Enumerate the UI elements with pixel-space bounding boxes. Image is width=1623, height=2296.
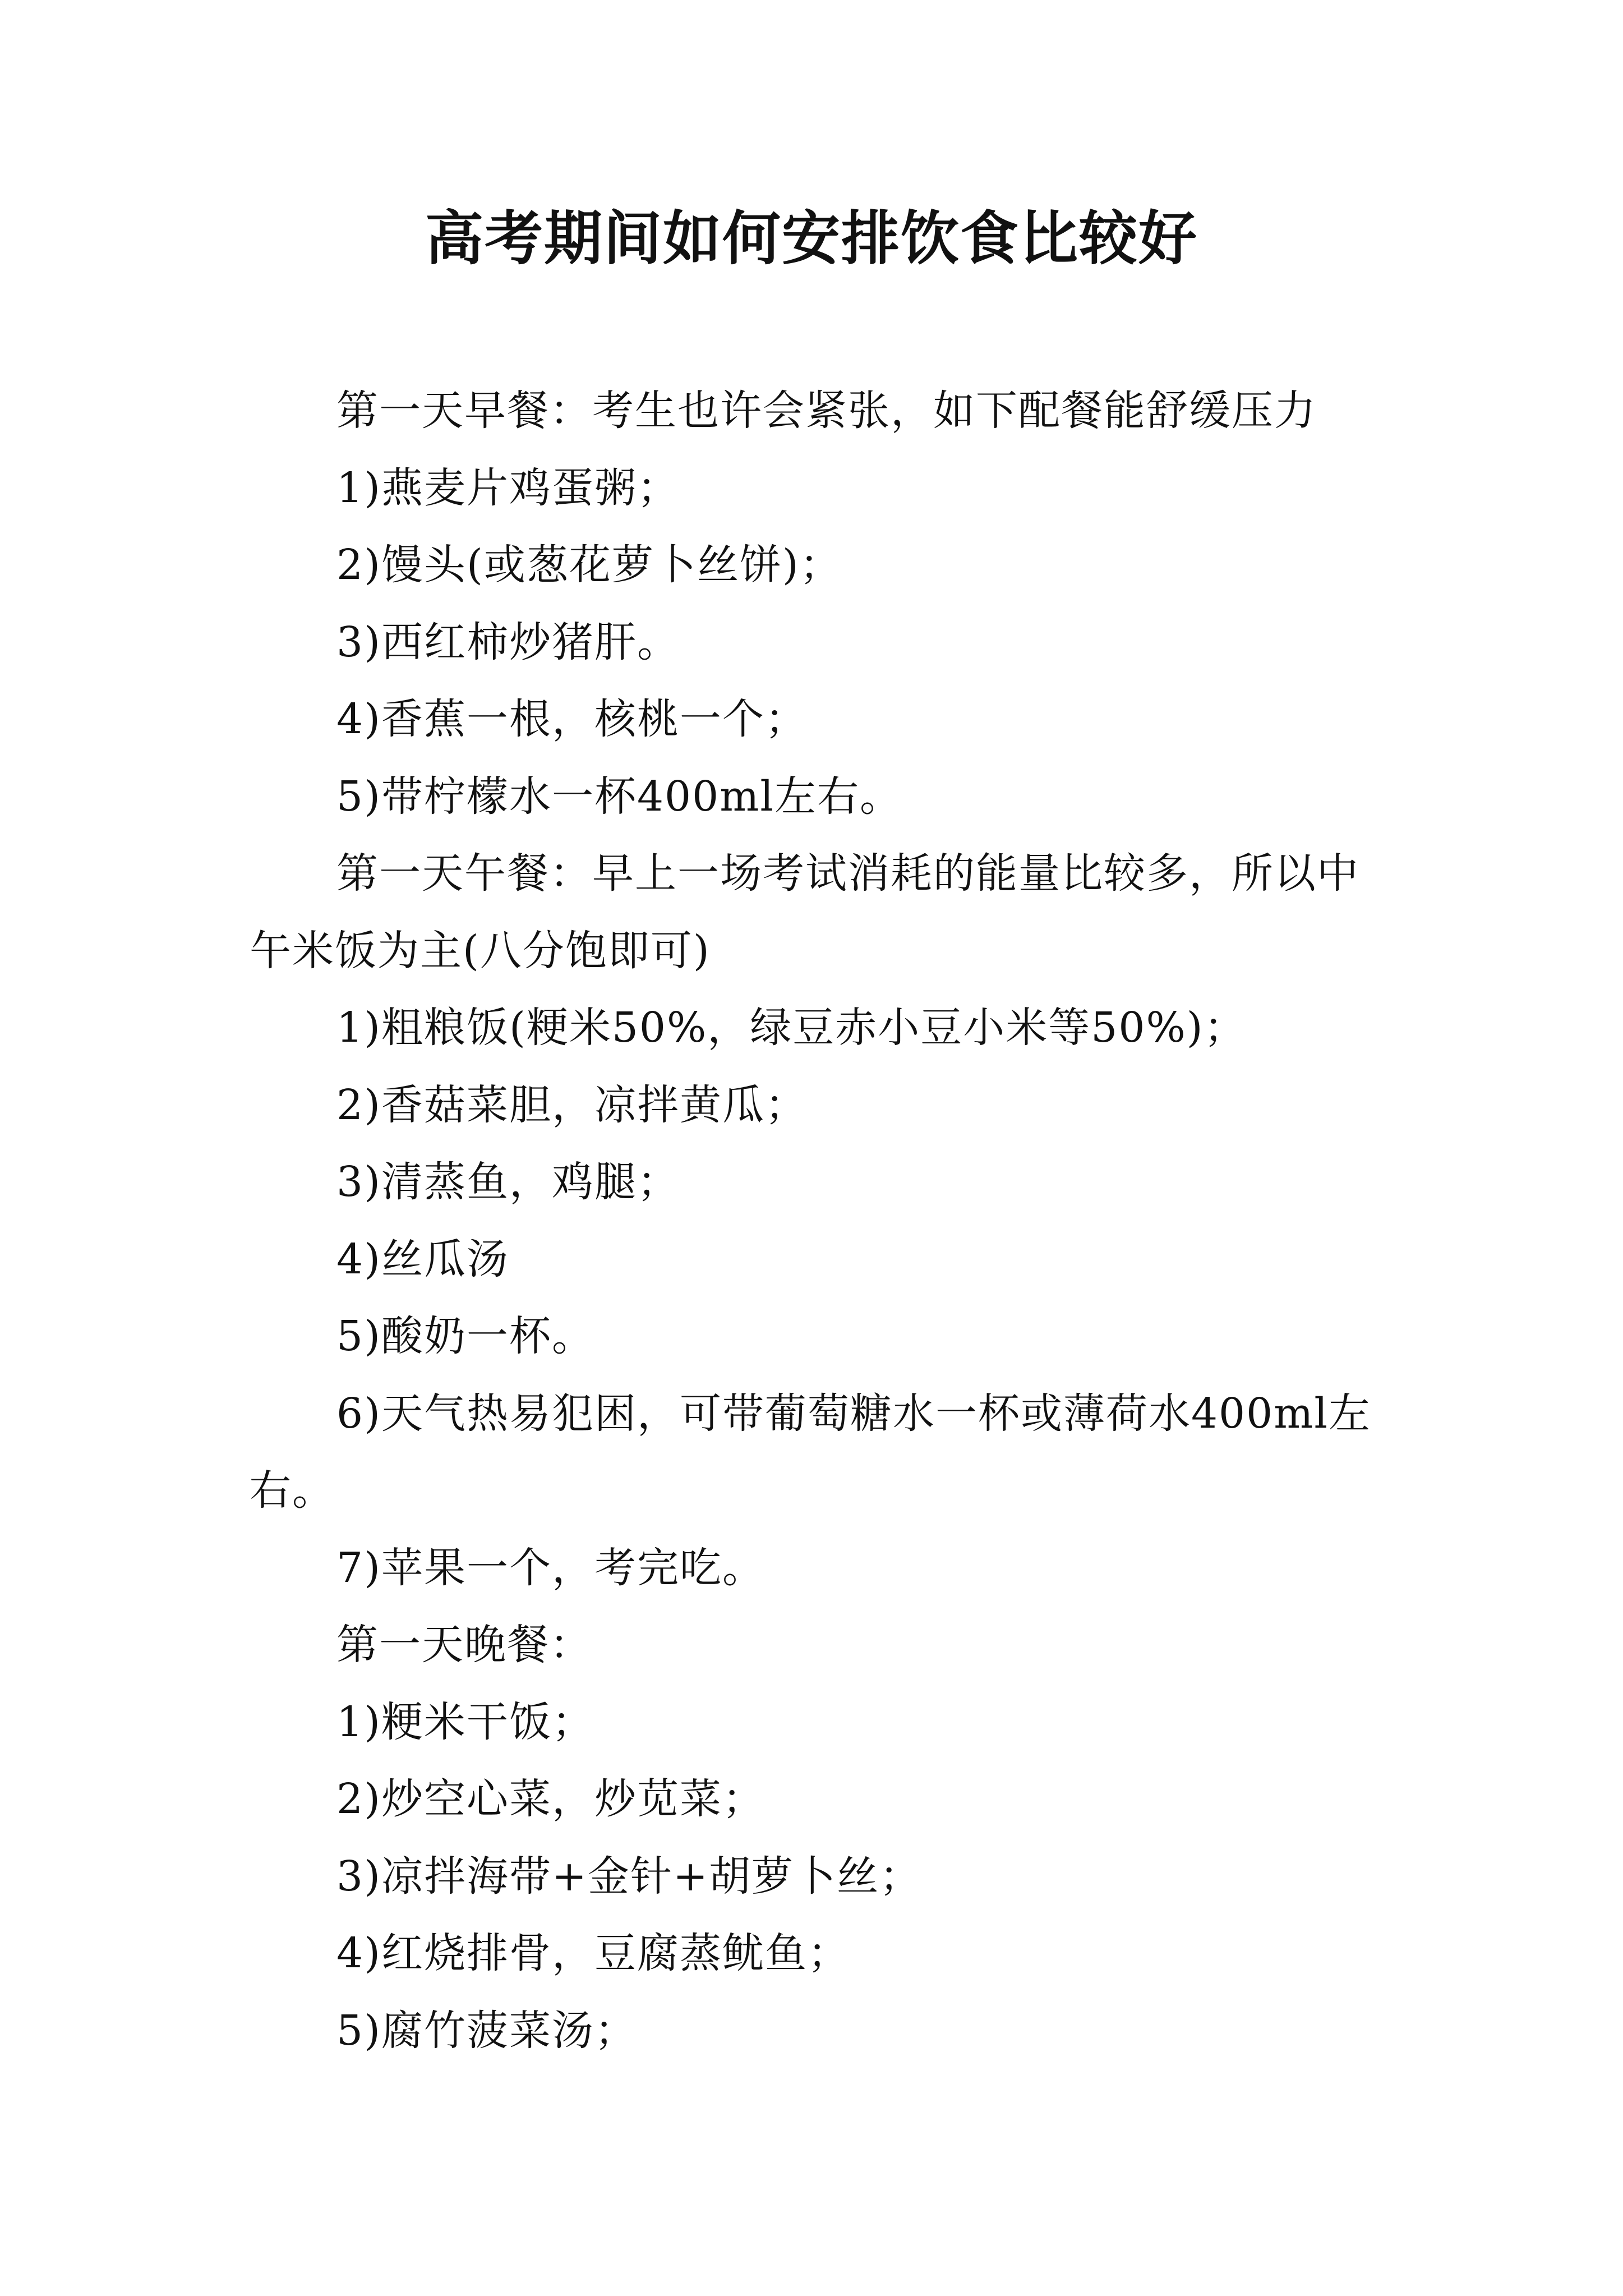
paragraph: 1)粗粮饭(粳米50%，绿豆赤小豆小米等50%)； — [336, 1004, 1247, 1052]
paragraph: 6)天气热易犯困，可带葡萄糖水一杯或薄荷水400ml左右。 — [250, 1389, 1372, 1515]
paragraph: 4)丝瓜汤 — [336, 1235, 509, 1283]
document-body — [250, 372, 1374, 2069]
paragraph: 2)炒空心菜，炒苋菜； — [336, 1775, 765, 1823]
document-title: 高考期间如何安排饮食比较好 — [425, 204, 1198, 273]
paragraph: 1)粳米干饭； — [336, 1697, 594, 1746]
paragraph: 3)清蒸鱼，鸡腿； — [336, 1158, 680, 1206]
paragraph: 4)香蕉一根，核桃一个； — [336, 695, 808, 743]
paragraph: 4)红烧排骨，豆腐蒸鱿鱼； — [336, 1929, 850, 1977]
paragraph: 1)燕麦片鸡蛋粥； — [336, 463, 680, 512]
paragraph: 5)带柠檬水一杯400ml左右。 — [336, 772, 903, 821]
paragraph-breakfast-heading: 第一天早餐：考生也许会紧张，如下配餐能舒缓压力 — [336, 386, 1317, 435]
paragraph: 3)凉拌海带+金针+胡萝卜丝； — [336, 1852, 922, 1901]
paragraph: 2)香菇菜胆，凉拌黄瓜； — [336, 1080, 808, 1129]
paragraph: 5)酸奶一杯。 — [336, 1312, 594, 1360]
paragraph: 5)腐竹菠菜汤； — [336, 2006, 637, 2055]
paragraph-lunch-heading: 第一天午餐：早上一场考试消耗的能量比较多，所以中午米饭为主(八分饱即可) — [250, 849, 1359, 975]
paragraph: 2)馒头(或葱花萝卜丝饼)； — [336, 541, 842, 589]
paragraph: 3)西红柿炒猪肝。 — [336, 618, 680, 666]
paragraph-dinner-heading: 第一天晚餐： — [336, 1621, 592, 1669]
paragraph: 7)苹果一个，考完吃。 — [336, 1543, 765, 1592]
